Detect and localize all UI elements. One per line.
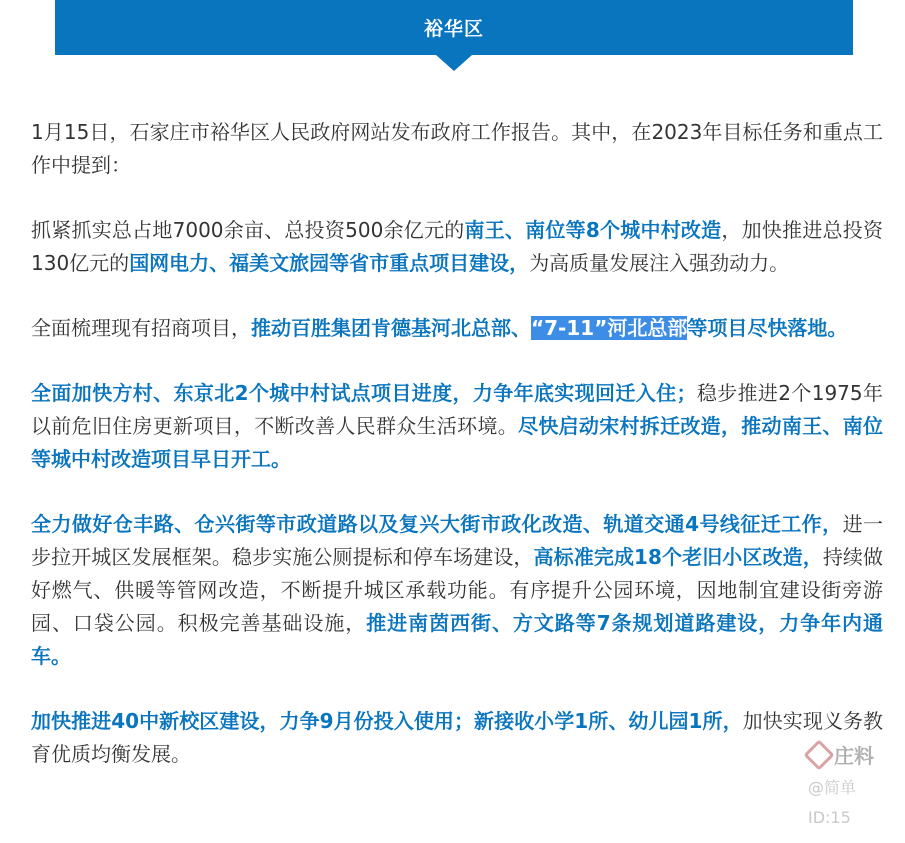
emphasis-segment: 全面加快方村、东京北2个城中村试点项目进度，力争年底实现回迁入住； [31, 381, 697, 405]
text-segment: 1月15日，石家庄市裕华区人民政府网站发布政府工作报告。其中，在2023年目标任务和重点工作中提到： [31, 120, 883, 177]
watermark-handle: @简单 [808, 778, 857, 797]
text-segment: 稳步推进2个1975年以前危旧住房更新项目，不断改善人民群众生活环境。 [31, 381, 883, 438]
emphasis-segment: 尽快启动宋村拆迁改造，推动南王、南位等城中村改造项目早日开工。 [31, 414, 884, 471]
emphasis-segment: 加快推进40中新校区建设，力争9月份投入使用；新接收小学1所、幼儿园1所， [31, 709, 743, 733]
emphasis-segment: 等项目尽快落地。 [687, 316, 848, 340]
section-title: 裕华区 [423, 18, 484, 40]
selected-text[interactable]: “7-11”河北总部 [531, 316, 688, 340]
paragraph-3 [31, 312, 883, 345]
text-segment: 抓紧抓实总占地7000余亩、总投资500余亿元的 [31, 218, 465, 242]
article-body [31, 116, 883, 803]
text-segment: ，加快推进总投资130亿元的 [31, 218, 884, 275]
emphasis-segment: 国网电力、福美文旅园等省市重点项目建设， [129, 251, 530, 275]
banner-pointer [436, 55, 472, 71]
paragraph-1 [31, 116, 883, 182]
watermark-id: ID:15 [808, 808, 851, 827]
emphasis-segment: 高标准完成18个老旧小区改造， [533, 545, 823, 569]
emphasis-segment: 南王、南位等8个城中村改造 [464, 218, 722, 242]
paragraph-5 [31, 508, 883, 673]
paragraph-4 [31, 377, 883, 476]
text-segment: 全面梳理现有招商项目， [31, 316, 251, 340]
emphasis-segment: 全力做好仓丰路、仓兴街等市政道路以及复兴大街市政化改造、轨道交通4号线征迁工作， [31, 512, 843, 536]
watermark-logo [808, 740, 903, 769]
paragraph-6 [31, 705, 883, 771]
emphasis-segment: 推动百胜集团肯德基河北总部、 [251, 316, 531, 340]
paragraph-2 [31, 214, 883, 280]
text-segment: 进一步拉开城区发展框架。稳步实施公厕提标和停车场建设， [31, 512, 884, 569]
emphasis-segment: 推进南茵西街、方文路等7条规划道路建设，力争年内通车。 [31, 611, 883, 668]
watermark-brand: 庄料 [834, 744, 874, 768]
text-segment: 加快实现义务教育优质均衡发展。 [31, 709, 884, 766]
watermark [808, 740, 903, 840]
text-segment: 持续做好燃气、供暖等管网改造，不断提升城区承载功能。有序提升公园环境，因地制宜建设街旁游园、口袋公园。积极完善基础设施， [31, 545, 884, 635]
text-segment: 为高质量发展注入强劲动力。 [529, 251, 790, 275]
watermark-logo-icon [803, 739, 834, 770]
section-header-banner [55, 0, 853, 55]
